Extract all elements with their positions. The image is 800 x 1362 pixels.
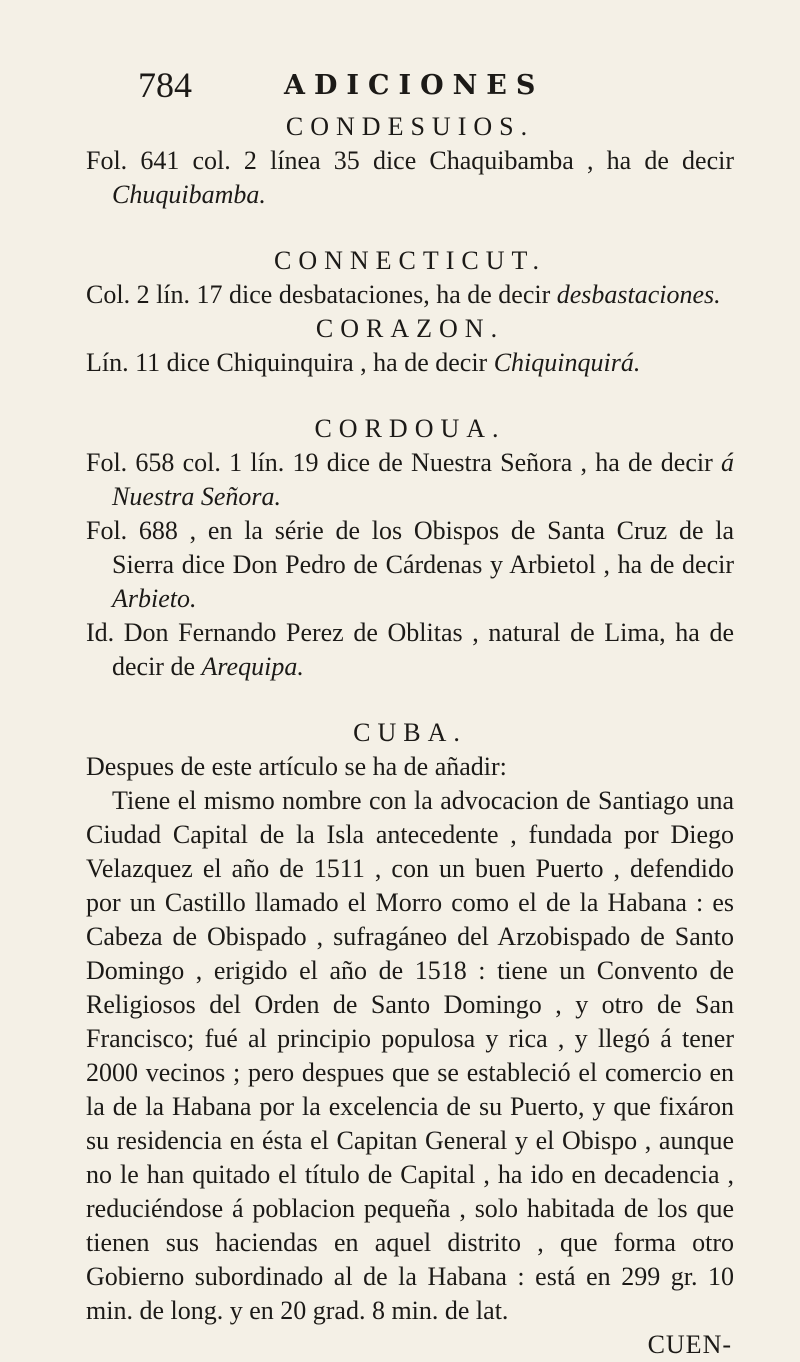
- page-content: [86, 110, 734, 1362]
- article-body: Tiene el mismo nombre con la advocacion de Santiago una Ciudad Capital de la Isla antecedente , fundada por Diego Velazquez el año de 1511 , con un buen Puerto , defendido por un Castillo llamado el Morro como el de la Habana : es Cabeza de Obispado , sufragáneo del Arzobispado de Santo Domingo , erigido el año de 1518 : tiene un Convento de Religiosos del Orden de Santo Domingo , y otro de San Francisco; fué al principio populosa y rica , y llegó á tener 2000 vecinos ; pero despues que se estableció el comercio en la de la Habana por la excelencia de su Puerto, y que fixáron su residencia en ésta el Capitan General y el Obispo , aunque no le han quitado el título de Capital , ha ido en decadencia , reduciéndose á poblacion pequeña , solo habitada de los que tienen sus haciendas en aquel distrito , que forma otro Gobierno subordinado al de la Habana : está en 299 gr. 10 min. de long. y en 20 grad. 8 min. de lat.: [86, 786, 734, 1325]
- section-heading: CORDOUA.: [314, 414, 506, 443]
- catchword: CUEN-: [647, 1330, 732, 1359]
- correction-entry: Id. Don Fernando Perez de Oblitas , natural de Lima, ha de decir de Arequipa.: [86, 618, 734, 681]
- running-title: ADICIONES: [284, 70, 545, 101]
- intro-line: Despues de este artículo se ha de añadir:: [86, 752, 507, 781]
- running-head: [52, 52, 740, 118]
- section-heading: CONDESUIOS.: [285, 112, 535, 141]
- correction-entry: Lín. 11 dice Chiquinquira , ha de decir Chiquinquirá.: [86, 348, 641, 377]
- correction-entry: Fol. 641 col. 2 línea 35 dice Chaquibamba , ha de decir Chuquibamba.: [86, 146, 734, 209]
- correction-entry: Col. 2 lín. 17 dice desbataciones, ha de decir desbastaciones.: [86, 280, 721, 309]
- page-number: 784: [138, 65, 192, 105]
- correction-entry: Fol. 658 col. 1 lín. 19 dice de Nuestra Señora , ha de decir á Nuestra Señora.: [86, 448, 734, 511]
- correction-entry: Fol. 688 , en la série de los Obispos de Santa Cruz de la Sierra dice Don Pedro de Cárdenas y Arbietol , ha de decir Arbieto.: [86, 516, 734, 613]
- section-heading: CONNECTICUT.: [273, 246, 546, 275]
- section-heading: CUBA.: [353, 718, 467, 747]
- section-heading: CORAZON.: [315, 314, 505, 343]
